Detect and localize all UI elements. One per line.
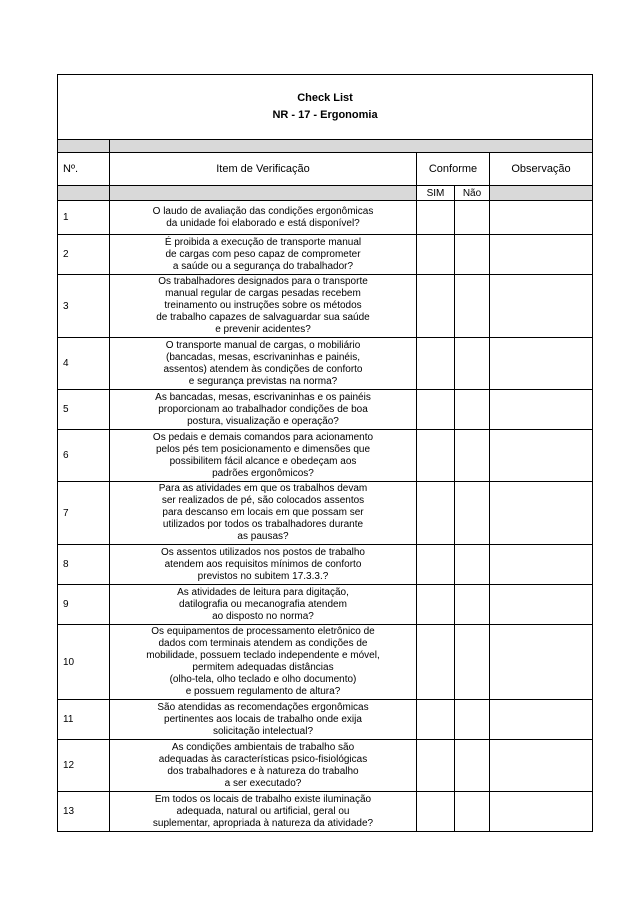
sim-checkbox-cell[interactable]: [417, 625, 455, 700]
nao-checkbox-cell[interactable]: [455, 430, 490, 482]
table-row: [58, 700, 593, 740]
sim-checkbox-cell[interactable]: [417, 235, 455, 275]
title-block: [58, 75, 593, 140]
row-item-label: É proibida a execução de transporte manual de cargas com peso capaz de comprometer a saúde ou a segurança do trabalhador?: [164, 236, 362, 272]
observacao-cell[interactable]: [490, 338, 593, 390]
observacao-cell[interactable]: [490, 585, 593, 625]
sim-checkbox-cell[interactable]: [417, 201, 455, 235]
table-row: [58, 740, 593, 792]
row-item-label: As atividades de leitura para digitação, datilografia ou mecanografia atendem ao disposto no norma?: [177, 586, 349, 622]
sim-checkbox-cell[interactable]: [417, 545, 455, 585]
table-row: [58, 201, 593, 235]
nao-checkbox-cell[interactable]: [455, 700, 490, 740]
row-item-text: [110, 482, 417, 545]
row-number: 11: [58, 700, 110, 740]
sim-checkbox-cell[interactable]: [417, 338, 455, 390]
table-row: [58, 275, 593, 338]
sim-checkbox-cell[interactable]: [417, 585, 455, 625]
gray-separator-row: [58, 140, 593, 153]
nao-checkbox-cell[interactable]: [455, 275, 490, 338]
nao-checkbox-cell[interactable]: [455, 235, 490, 275]
table-row: [58, 585, 593, 625]
nao-checkbox-cell[interactable]: [455, 482, 490, 545]
table-row: [58, 430, 593, 482]
subheader-row: [58, 186, 593, 201]
row-number: 5: [58, 390, 110, 430]
observacao-cell[interactable]: [490, 390, 593, 430]
column-header-number: Nº.: [58, 153, 110, 186]
row-number: 7: [58, 482, 110, 545]
nao-checkbox-cell[interactable]: [455, 625, 490, 700]
row-item-text: [110, 338, 417, 390]
row-item-text: [110, 792, 417, 832]
nao-checkbox-cell[interactable]: [455, 201, 490, 235]
observacao-cell[interactable]: [490, 792, 593, 832]
row-item-text: [110, 235, 417, 275]
sim-checkbox-cell[interactable]: [417, 430, 455, 482]
column-header-row: [58, 153, 593, 186]
table-row: [58, 338, 593, 390]
row-item-text: [110, 545, 417, 585]
observacao-cell[interactable]: [490, 482, 593, 545]
table-row: [58, 545, 593, 585]
sim-checkbox-cell[interactable]: [417, 792, 455, 832]
column-header-sim: SIM: [417, 186, 455, 201]
sim-checkbox-cell[interactable]: [417, 700, 455, 740]
row-item-label: São atendidas as recomendações ergonômicas pertinentes aos locais de trabalho onde exija solicitação intelectual?: [157, 701, 369, 737]
sim-checkbox-cell[interactable]: [417, 482, 455, 545]
row-item-text: [110, 390, 417, 430]
row-item-label: Em todos os locais de trabalho existe iluminação adequada, natural ou artificial, geral ou suplementar, apropriada à natureza da atividade?: [152, 793, 374, 829]
row-item-text: [110, 430, 417, 482]
table-row: [58, 390, 593, 430]
row-number: 9: [58, 585, 110, 625]
column-header-conforme: Conforme: [417, 153, 490, 186]
row-number: 1: [58, 201, 110, 235]
row-number: 12: [58, 740, 110, 792]
observacao-cell[interactable]: [490, 275, 593, 338]
row-number: 13: [58, 792, 110, 832]
row-number: 8: [58, 545, 110, 585]
row-item-label: Os equipamentos de processamento eletrônico de dados com terminais atendem as condições de mobilidade, possuem teclado independente e móvel, permitem adequadas distâncias (olho-tela, olho teclado e olho documento) e possuem regulamento de altura?: [146, 626, 380, 697]
nao-checkbox-cell[interactable]: [455, 338, 490, 390]
row-number: 10: [58, 625, 110, 700]
row-item-text: [110, 585, 417, 625]
checklist-table: [57, 74, 593, 832]
table-row: [58, 482, 593, 545]
row-item-label: Para as atividades em que os trabalhos devam ser realizados de pé, são colocados assentos para descanso em locais em que possam ser utilizados por todos os trabalhadores durante as pausas?: [158, 483, 368, 542]
row-number: 3: [58, 275, 110, 338]
observacao-cell[interactable]: [490, 740, 593, 792]
column-header-nao: Não: [455, 186, 490, 201]
row-item-label: Os assentos utilizados nos postos de trabalho atendem aos requisitos mínimos de conforto previstos no subitem 17.3.3.?: [160, 546, 365, 582]
observacao-cell[interactable]: [490, 625, 593, 700]
row-item-text: [110, 201, 417, 235]
nao-checkbox-cell[interactable]: [455, 740, 490, 792]
observacao-cell[interactable]: [490, 430, 593, 482]
nao-checkbox-cell[interactable]: [455, 390, 490, 430]
row-item-label: Os trabalhadores designados para o transporte manual regular de cargas pesadas recebem treinamento ou instruções sobre os métodos de trabalho capazes de salvaguardar sua saúde e prevenir acidentes?: [156, 276, 370, 335]
observacao-cell[interactable]: [490, 700, 593, 740]
document-title: Check List: [297, 92, 353, 104]
table-row: [58, 625, 593, 700]
row-item-label: As condições ambientais de trabalho são adequadas às características psico-fisiológicas dos trabalhadores e à natureza do trabalho a ser executado?: [158, 741, 368, 789]
row-number: 2: [58, 235, 110, 275]
row-item-label: Os pedais e demais comandos para acionamento pelos pés tem posicionamento e dimensões que possibilitem fácil alcance e obedeçam aos padrões ergonômicos?: [152, 431, 374, 479]
table-row: [58, 792, 593, 832]
sim-checkbox-cell[interactable]: [417, 740, 455, 792]
row-number: 6: [58, 430, 110, 482]
table-row: [58, 235, 593, 275]
row-item-text: [110, 740, 417, 792]
sim-checkbox-cell[interactable]: [417, 390, 455, 430]
nao-checkbox-cell[interactable]: [455, 585, 490, 625]
column-header-item: Item de Verificação: [110, 153, 417, 186]
observacao-cell[interactable]: [490, 201, 593, 235]
row-item-label: O transporte manual de cargas, o mobiliário (bancadas, mesas, escrivaninhas e painéis, assentos) atendem às condições de conforto e segurança previstas na norma?: [163, 339, 363, 387]
nao-checkbox-cell[interactable]: [455, 792, 490, 832]
row-number: 4: [58, 338, 110, 390]
row-item-text: [110, 700, 417, 740]
row-item-text: [110, 625, 417, 700]
row-item-label: As bancadas, mesas, escrivaninhas e os painéis proporcionam ao trabalhador condições de boa postura, visualização e operação?: [155, 391, 371, 427]
checklist-document: [57, 74, 592, 832]
row-item-label: O laudo de avaliação das condições ergonômicas da unidade foi elaborado e está disponível?: [152, 205, 374, 229]
row-item-text: [110, 275, 417, 338]
observacao-cell[interactable]: [490, 545, 593, 585]
document-subtitle: NR - 17 - Ergonomia: [272, 109, 378, 121]
nao-checkbox-cell[interactable]: [455, 545, 490, 585]
column-header-observacao: Observação: [490, 153, 593, 186]
observacao-cell[interactable]: [490, 235, 593, 275]
sim-checkbox-cell[interactable]: [417, 275, 455, 338]
